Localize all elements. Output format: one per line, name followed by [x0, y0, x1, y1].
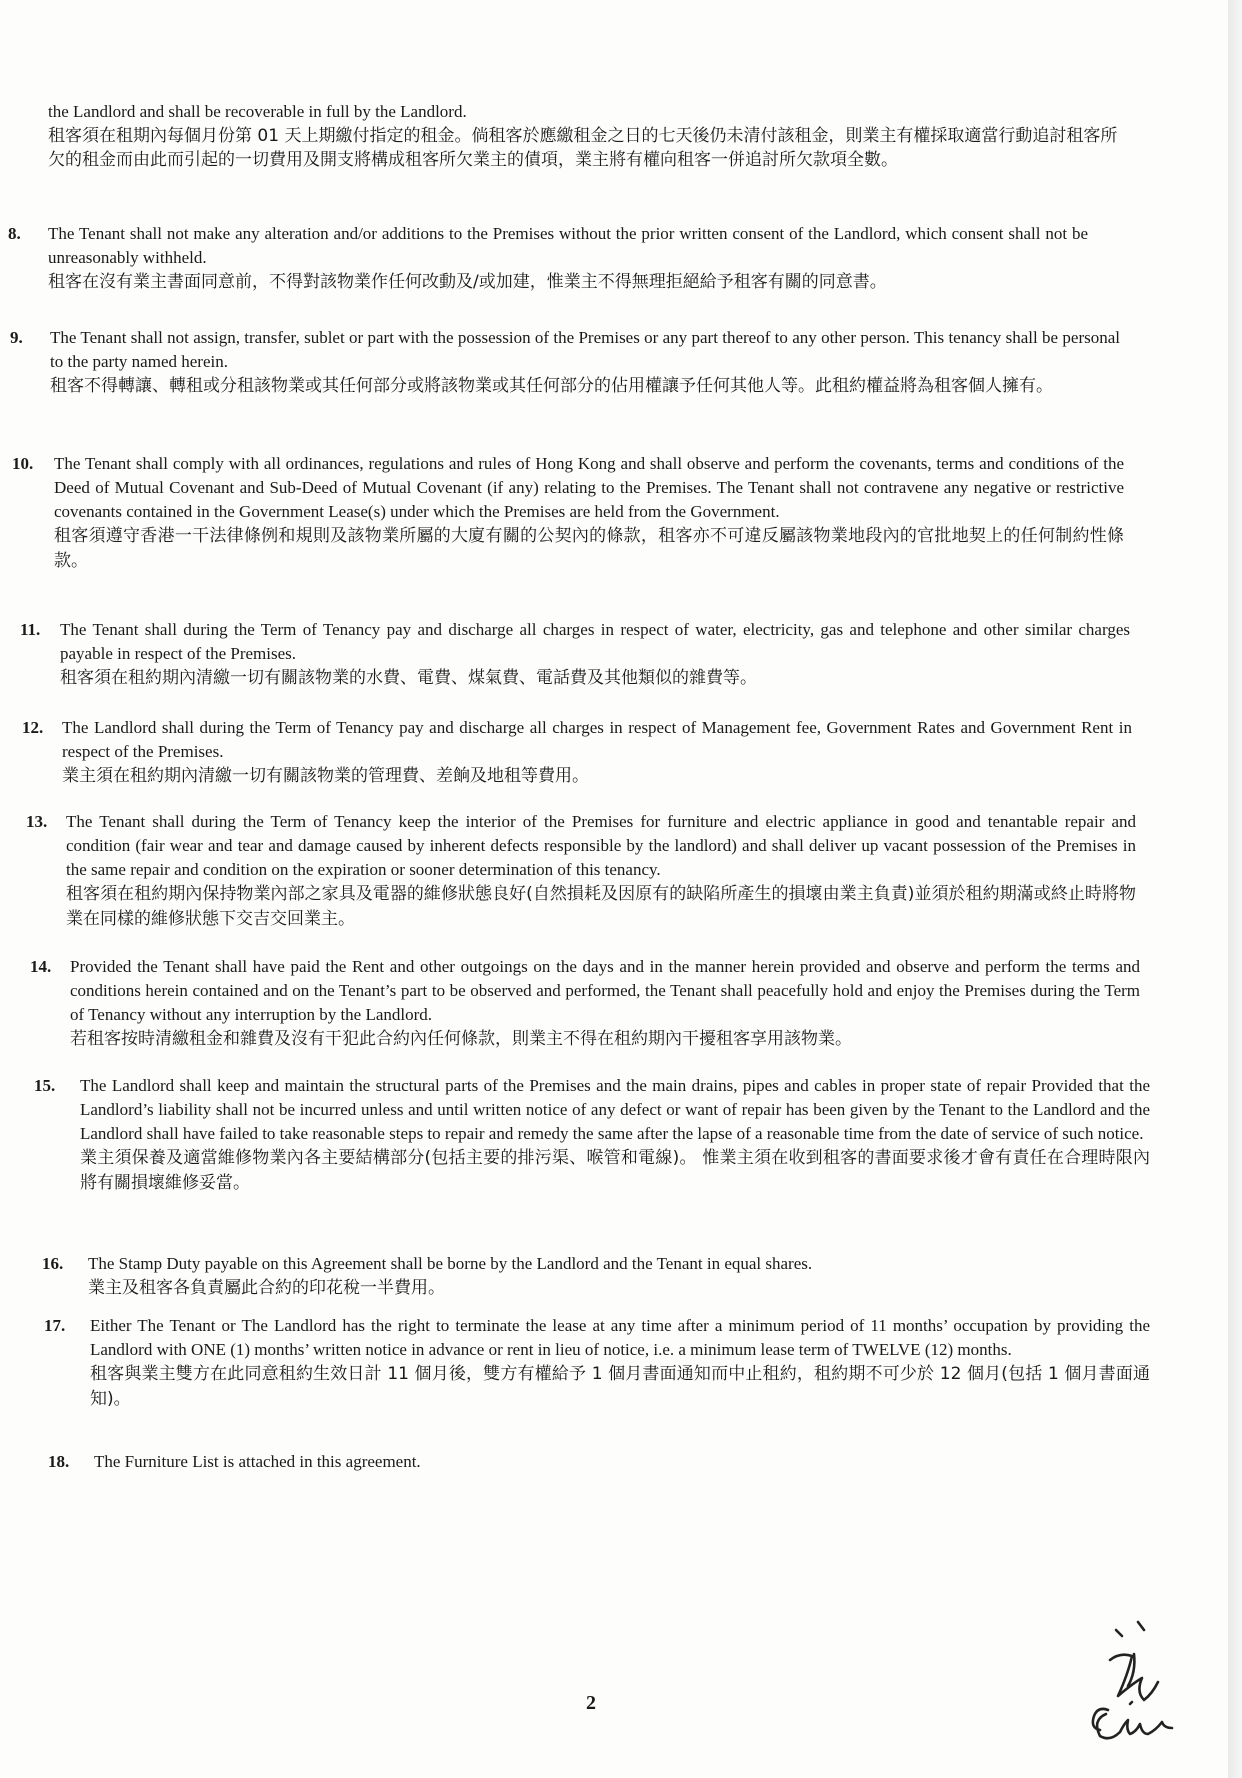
- clause-number: 15.: [34, 1076, 56, 1095]
- clause-text-en: Either The Tenant or The Landlord has the right to terminate the lease at any time after a minimum period of 11 months’ occupation by providing the Landlord with ONE (1) months’ written notice in advance or rent in lieu of notice, i.e. a minimum lease term of TWELVE (12) months.: [90, 1316, 1150, 1359]
- clause-body: [94, 1450, 1154, 1474]
- clause-number: 8.: [8, 224, 21, 243]
- clause-text-en: The Stamp Duty payable on this Agreement shall be borne by the Landlord and the Tenant in equal shares.: [88, 1254, 813, 1273]
- clause-body: [48, 222, 1088, 295]
- clause-text-en: The Tenant shall during the Term of Tenancy keep the interior of the Premises for furniture and electric appliance in good and tenantable repair and condition (fair wear and tear and damage caused by inherent defects responsible by the landlord) and shall deliver up vacant possession of the Premises in the same repair and condition on the expiration or sooner determination of this tenancy.: [66, 812, 1136, 879]
- clause-text-zh: 租客不得轉讓、轉租或分租該物業或其任何部分或將該物業或其任何部分的佔用權讓予任何其他人等。此租約權益將為租客個人擁有。: [50, 376, 1053, 396]
- clause-text-en: The Tenant shall not make any alteration and/or additions to the Premises without the prior written consent of the Landlord, which consent shall not be unreasonably withheld.: [48, 224, 1088, 267]
- clause-text-en: Provided the Tenant shall have paid the Rent and other outgoings on the days and in the manner herein provided and observe and perform the terms and conditions herein contained and on the Tenant’s part to be observed and performed, the Tenant shall peacefully hold and enjoy the Premises during the Term of Tenancy without any interruption by the Landlord.: [70, 957, 1140, 1024]
- clause-body: [88, 1252, 1148, 1301]
- clause-number: 18.: [48, 1452, 70, 1471]
- clause-number: 11.: [20, 620, 41, 639]
- clause-text-en: The Tenant shall during the Term of Tenancy pay and discharge all charges in respect of water, electricity, gas and telephone and other similar charges payable in respect of the Premises.: [60, 620, 1130, 663]
- clause-body: [50, 326, 1120, 399]
- clause-number: 16.: [42, 1254, 64, 1273]
- intro-zh: 租客須在租期內每個月份第 01 天上期繳付指定的租金。倘租客於應繳租金之日的七天後仍未清付該租金，則業主有權採取適當行動追討租客所欠的租金而由此而引起的一切費用及開支將構成租客所欠業主的債項，業主將有權向租客一併追討所欠款項全數。: [48, 126, 1118, 170]
- clause-text-zh: 業主須保養及適當維修物業內各主要結構部分(包括主要的排污渠、喉管和電線)。 惟業主須在收到租客的書面要求後才會有責任在合理時限內將有關損壞維修妥當。: [80, 1148, 1150, 1193]
- clause-text-zh: 業主及租客各負責屬此合約的印花稅一半費用。: [88, 1278, 445, 1298]
- clause-number: 13.: [26, 812, 48, 831]
- clause-text-zh: 業主須在租約期內清繳一切有關該物業的管理費、差餉及地租等費用。: [62, 766, 589, 786]
- scan-edge: [1228, 0, 1242, 1778]
- handwritten-signature: [1080, 1610, 1210, 1750]
- clause-text-zh: 租客在沒有業主書面同意前，不得對該物業作任何改動及/或加建，惟業主不得無理拒絕給予租客有關的同意書。: [48, 272, 887, 292]
- clause-body: [80, 1074, 1150, 1196]
- clause-body: [70, 955, 1140, 1052]
- clause-number: 9.: [10, 328, 23, 347]
- clause-text-en: The Landlord shall during the Term of Tenancy pay and discharge all charges in respect of Management fee, Government Rates and Government Rent in respect of the Premises.: [62, 718, 1132, 761]
- page-number: 2: [586, 1692, 596, 1714]
- clause-text-en: The Landlord shall keep and maintain the structural parts of the Premises and the main drains, pipes and cables in proper state of repair Provided that the Landlord’s liability shall not be incurred unless and until written notice of any defect or want of repair has been given by the Tenant to the Landlord and the Landlord shall have failed to take reasonable steps to repair and remedy the same after the lapse of a reasonable time from the date of service of such notice.: [80, 1076, 1150, 1143]
- clause-text-zh: 租客須遵守香港一干法律條例和規則及該物業所屬的大廈有關的公契內的條款，租客亦不可違反屬該物業地段內的官批地契上的任何制約性條款。: [54, 526, 1124, 571]
- clause-text-en: The Furniture List is attached in this agreement.: [94, 1452, 421, 1471]
- clause-body: [90, 1314, 1150, 1412]
- clause-body: [62, 716, 1132, 789]
- clause-number: 14.: [30, 957, 52, 976]
- clause-number: 12.: [22, 718, 44, 737]
- clause-body: [66, 810, 1136, 932]
- clause-text-zh: 租客須在租約期內清繳一切有關該物業的水費、電費、煤氣費、電話費及其他類似的雜費等。: [60, 668, 757, 688]
- clause-text-zh: 租客與業主雙方在此同意租約生效日計 11 個月後，雙方有權給予 1 個月書面通知而中止租約，租約期不可少於 12 個月(包括 1 個月書面通知)。: [90, 1364, 1150, 1409]
- clause-number: 10.: [12, 454, 34, 473]
- clause-text-zh: 租客須在租約期內保持物業內部之家具及電器的維修狀態良好(自然損耗及因原有的缺陷所產生的損壞由業主負責)並須於租約期滿或終止時將物業在同樣的維修狀態下交吉交回業主。: [66, 884, 1136, 929]
- clause-number: 17.: [44, 1316, 66, 1335]
- clause-text-en: The Tenant shall comply with all ordinances, regulations and rules of Hong Kong and shall observe and perform the covenants, terms and conditions of the Deed of Mutual Covenant and Sub-Deed of Mutual Covenant (if any) relating to the Premises. The Tenant shall not contravene any negative or restrictive covenants contained in the Government Lease(s) under which the Premises are held from the Government.: [54, 454, 1124, 521]
- clause-text-zh: 若租客按時清繳租金和雜費及沒有干犯此合約內任何條款，則業主不得在租約期內干擾租客享用該物業。: [70, 1029, 852, 1049]
- intro-en: the Landlord and shall be recoverable in full by the Landlord.: [48, 102, 467, 121]
- clause-text-en: The Tenant shall not assign, transfer, sublet or part with the possession of the Premises or any part thereof to any other person. This tenancy shall be personal to the party named herein.: [50, 328, 1120, 371]
- clause-body: [60, 618, 1130, 691]
- intro-paragraph: [48, 100, 1118, 172]
- clause-body: [54, 452, 1124, 574]
